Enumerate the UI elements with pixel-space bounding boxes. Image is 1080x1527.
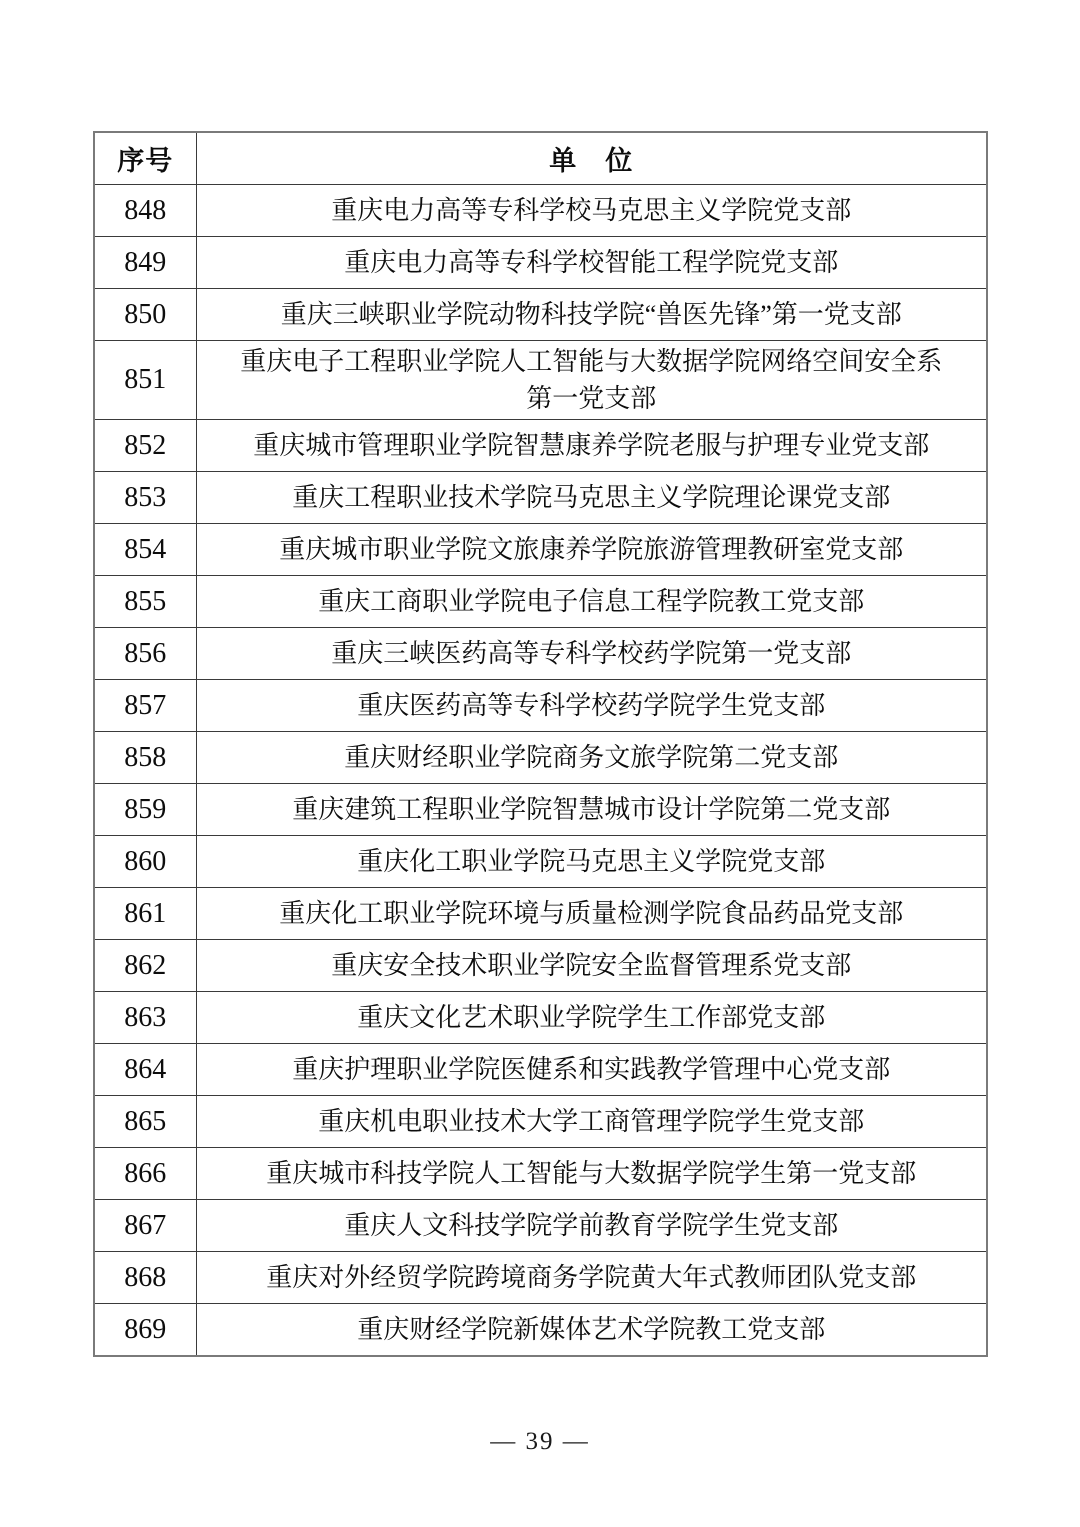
table-row xyxy=(94,732,987,784)
table-row xyxy=(94,185,987,237)
table-row xyxy=(94,784,987,836)
table-row xyxy=(94,1304,987,1357)
row-serial-number: 864 xyxy=(94,1044,196,1096)
table-row xyxy=(94,1096,987,1148)
row-serial-number: 851 xyxy=(94,341,196,420)
row-unit-name: 重庆护理职业学院医健系和实践教学管理中心党支部 xyxy=(196,1044,987,1096)
column-header-serial-number: 序号 xyxy=(94,132,196,185)
column-header-unit: 单 位 xyxy=(196,132,987,185)
row-serial-number: 859 xyxy=(94,784,196,836)
row-unit-name: 重庆财经职业学院商务文旅学院第二党支部 xyxy=(196,732,987,784)
row-unit-name: 重庆三峡医药高等专科学校药学院第一党支部 xyxy=(196,628,987,680)
row-unit-name: 重庆对外经贸学院跨境商务学院黄大年式教师团队党支部 xyxy=(196,1252,987,1304)
row-serial-number: 869 xyxy=(94,1304,196,1357)
row-serial-number: 863 xyxy=(94,992,196,1044)
row-serial-number: 858 xyxy=(94,732,196,784)
table-row xyxy=(94,524,987,576)
page-number: — 39 — xyxy=(490,1428,590,1455)
table-header-row xyxy=(94,132,987,185)
row-unit-name: 重庆电力高等专科学校智能工程学院党支部 xyxy=(196,237,987,289)
row-unit-name: 重庆机电职业技术大学工商管理学院学生党支部 xyxy=(196,1096,987,1148)
table-row xyxy=(94,888,987,940)
row-unit-name: 重庆财经学院新媒体艺术学院教工党支部 xyxy=(196,1304,987,1357)
row-unit-name: 重庆文化艺术职业学院学生工作部党支部 xyxy=(196,992,987,1044)
table-body xyxy=(94,185,987,1357)
table-row xyxy=(94,289,987,341)
row-serial-number: 853 xyxy=(94,472,196,524)
row-unit-name: 重庆安全技术职业学院安全监督管理系党支部 xyxy=(196,940,987,992)
row-unit-name: 重庆城市职业学院文旅康养学院旅游管理教研室党支部 xyxy=(196,524,987,576)
row-unit-name: 重庆电力高等专科学校马克思主义学院党支部 xyxy=(196,185,987,237)
row-serial-number: 860 xyxy=(94,836,196,888)
row-serial-number: 852 xyxy=(94,420,196,472)
row-unit-name: 重庆医药高等专科学校药学院学生党支部 xyxy=(196,680,987,732)
table-row xyxy=(94,992,987,1044)
table-row xyxy=(94,1148,987,1200)
row-serial-number: 854 xyxy=(94,524,196,576)
row-serial-number: 855 xyxy=(94,576,196,628)
table-row xyxy=(94,472,987,524)
row-unit-name: 重庆城市科技学院人工智能与大数据学院学生第一党支部 xyxy=(196,1148,987,1200)
row-serial-number: 867 xyxy=(94,1200,196,1252)
row-serial-number: 866 xyxy=(94,1148,196,1200)
unit-table-container xyxy=(93,131,988,1357)
row-serial-number: 850 xyxy=(94,289,196,341)
row-serial-number: 856 xyxy=(94,628,196,680)
table-row xyxy=(94,836,987,888)
table-row xyxy=(94,420,987,472)
row-serial-number: 862 xyxy=(94,940,196,992)
table-row xyxy=(94,1200,987,1252)
table-row xyxy=(94,1044,987,1096)
row-serial-number: 865 xyxy=(94,1096,196,1148)
table-row xyxy=(94,680,987,732)
row-serial-number: 861 xyxy=(94,888,196,940)
row-unit-name: 重庆工程职业技术学院马克思主义学院理论课党支部 xyxy=(196,472,987,524)
table-row xyxy=(94,576,987,628)
table-row xyxy=(94,628,987,680)
unit-table xyxy=(93,131,988,1357)
row-serial-number: 848 xyxy=(94,185,196,237)
row-unit-name: 重庆电子工程职业学院人工智能与大数据学院网络空间安全系第一党支部 xyxy=(196,341,987,420)
table-row xyxy=(94,341,987,420)
table-row xyxy=(94,237,987,289)
table-row xyxy=(94,940,987,992)
row-unit-name: 重庆化工职业学院马克思主义学院党支部 xyxy=(196,836,987,888)
row-unit-name: 重庆建筑工程职业学院智慧城市设计学院第二党支部 xyxy=(196,784,987,836)
row-unit-name: 重庆三峡职业学院动物科技学院“兽医先锋”第一党支部 xyxy=(196,289,987,341)
row-unit-name: 重庆工商职业学院电子信息工程学院教工党支部 xyxy=(196,576,987,628)
row-unit-name: 重庆化工职业学院环境与质量检测学院食品药品党支部 xyxy=(196,888,987,940)
row-unit-name: 重庆人文科技学院学前教育学院学生党支部 xyxy=(196,1200,987,1252)
row-serial-number: 868 xyxy=(94,1252,196,1304)
row-unit-name: 重庆城市管理职业学院智慧康养学院老服与护理专业党支部 xyxy=(196,420,987,472)
row-serial-number: 849 xyxy=(94,237,196,289)
table-row xyxy=(94,1252,987,1304)
row-serial-number: 857 xyxy=(94,680,196,732)
